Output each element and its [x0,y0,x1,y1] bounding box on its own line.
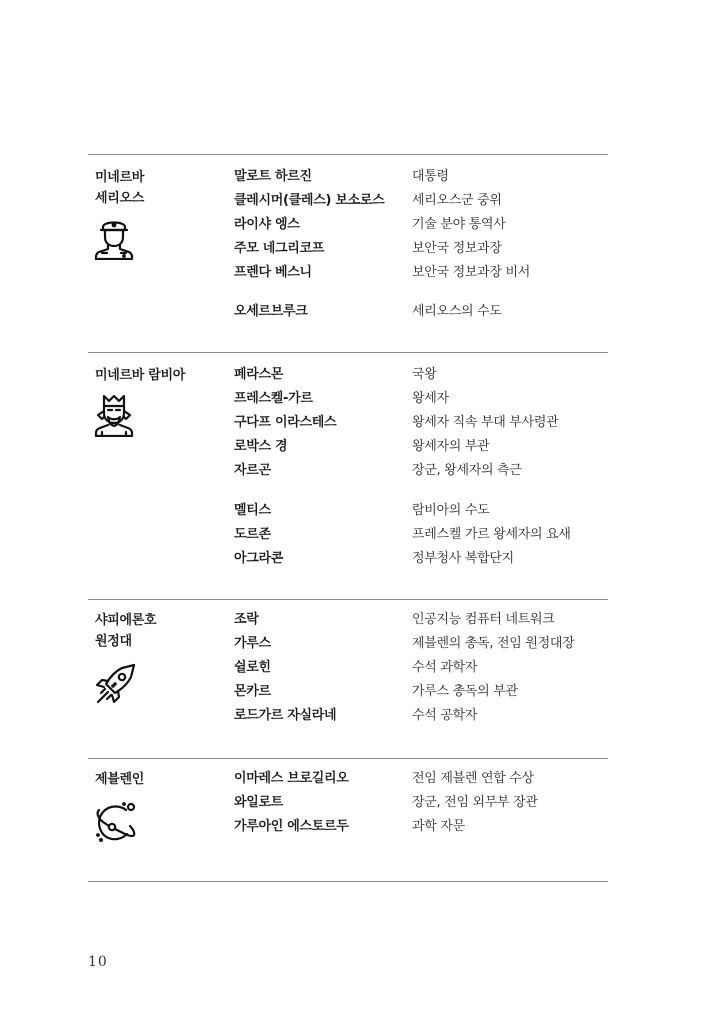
character-role: 장군, 왕세자의 측근 [412,463,522,478]
section-title-line: 제블렌인 [95,772,145,787]
character-role: 수석 공학자 [412,708,478,723]
character-list [88,154,608,882]
place-row [234,300,608,324]
character-name: 페라스몬 [234,367,284,382]
character-row [234,411,608,435]
section-title [95,610,156,652]
character-name: 몬카르 [234,684,271,699]
section-title-line: 미네르바 [95,170,145,185]
character-row [234,815,608,839]
place-name: 도르존 [234,527,271,542]
place-description: 정부청사 복합단지 [412,551,514,566]
character-role: 국왕 [412,367,437,382]
place-row [234,523,608,547]
section-minerva-cerios [88,154,608,352]
place-description: 프레스켈 가르 왕세자의 요새 [412,527,571,542]
character-row [234,704,608,728]
character-row [234,608,608,632]
character-row [234,632,608,656]
character-row [234,791,608,815]
character-name: 조락 [234,612,259,627]
character-row [234,237,608,261]
character-row [234,189,608,213]
character-name: 이마레스 브로길리오 [234,771,349,786]
character-name: 프렌다 베스니 [234,265,312,280]
character-name: 클레시머(클레스) 보소로스 [234,193,385,208]
place-row [234,547,608,571]
section-title-line: 미네르바 람비아 [95,368,186,383]
character-row [234,213,608,237]
character-role: 세리오스군 중위 [412,193,502,208]
character-name: 라이샤 엥스 [234,217,300,232]
character-role: 제블렌의 총독, 전임 원정대장 [412,636,575,651]
planet-orbit-icon [93,800,139,846]
character-role: 장군, 전임 외무부 장관 [412,795,538,810]
character-role: 가루스 총독의 부관 [412,684,518,699]
rocket-icon [92,662,138,708]
character-role: 인공지능 컴퓨터 네트워크 [412,612,555,627]
character-role: 왕세자의 부관 [412,439,490,454]
character-role: 보안국 정보과장 [412,241,502,256]
character-row [234,363,608,387]
character-name: 쉴로힌 [234,660,271,675]
character-row [234,656,608,680]
character-row [234,165,608,189]
character-role: 보안국 정보과장 비서 [412,265,530,280]
section-title [95,167,144,209]
character-role: 대통령 [412,169,449,184]
place-name: 아그라콘 [234,551,284,566]
character-name: 말로트 하르진 [234,169,312,184]
character-role: 왕세자 직속 부대 부사령관 [412,415,559,430]
character-row [234,767,608,791]
section-title-line: 세리오스 [95,191,145,206]
character-row [234,387,608,411]
character-row [234,459,608,483]
character-role: 전임 제블렌 연합 수상 [412,771,534,786]
section-title-line: 원정대 [95,634,132,649]
character-role: 왕세자 [412,391,449,406]
section-shapieron-expedition [88,599,608,758]
character-role: 과학 자문 [412,819,465,834]
character-row [234,680,608,704]
character-name: 자르곤 [234,463,271,478]
place-description: 세리오스의 수도 [412,304,502,319]
character-name: 가루스 [234,636,271,651]
section-title [95,769,144,790]
section-zevlenese [88,758,608,882]
character-row [234,435,608,459]
character-name: 구다프 이라스테스 [234,415,337,430]
character-name: 로드가르 자실라네 [234,708,337,723]
place-description: 람비아의 수도 [412,503,490,518]
character-role: 기술 분야 통역사 [412,217,506,232]
place-row [234,499,608,523]
section-title-line: 샤피에론호 [95,613,157,628]
section-title [95,365,185,386]
character-name: 와일로트 [234,795,284,810]
military-officer-icon [94,216,134,260]
section-minerva-lambia [88,352,608,599]
place-name: 멜티스 [234,503,271,518]
character-name: 로박스 경 [234,439,288,454]
page-number: 10 [88,954,108,970]
character-name: 주모 네그리코프 [234,241,325,256]
character-name: 가루아인 에스토르두 [234,819,349,834]
king-crown-icon [94,393,134,437]
place-name: 오세르브루크 [234,304,308,319]
character-name: 프레스켈-가르 [234,391,313,406]
character-row [234,261,608,285]
character-role: 수석 과학자 [412,660,478,675]
